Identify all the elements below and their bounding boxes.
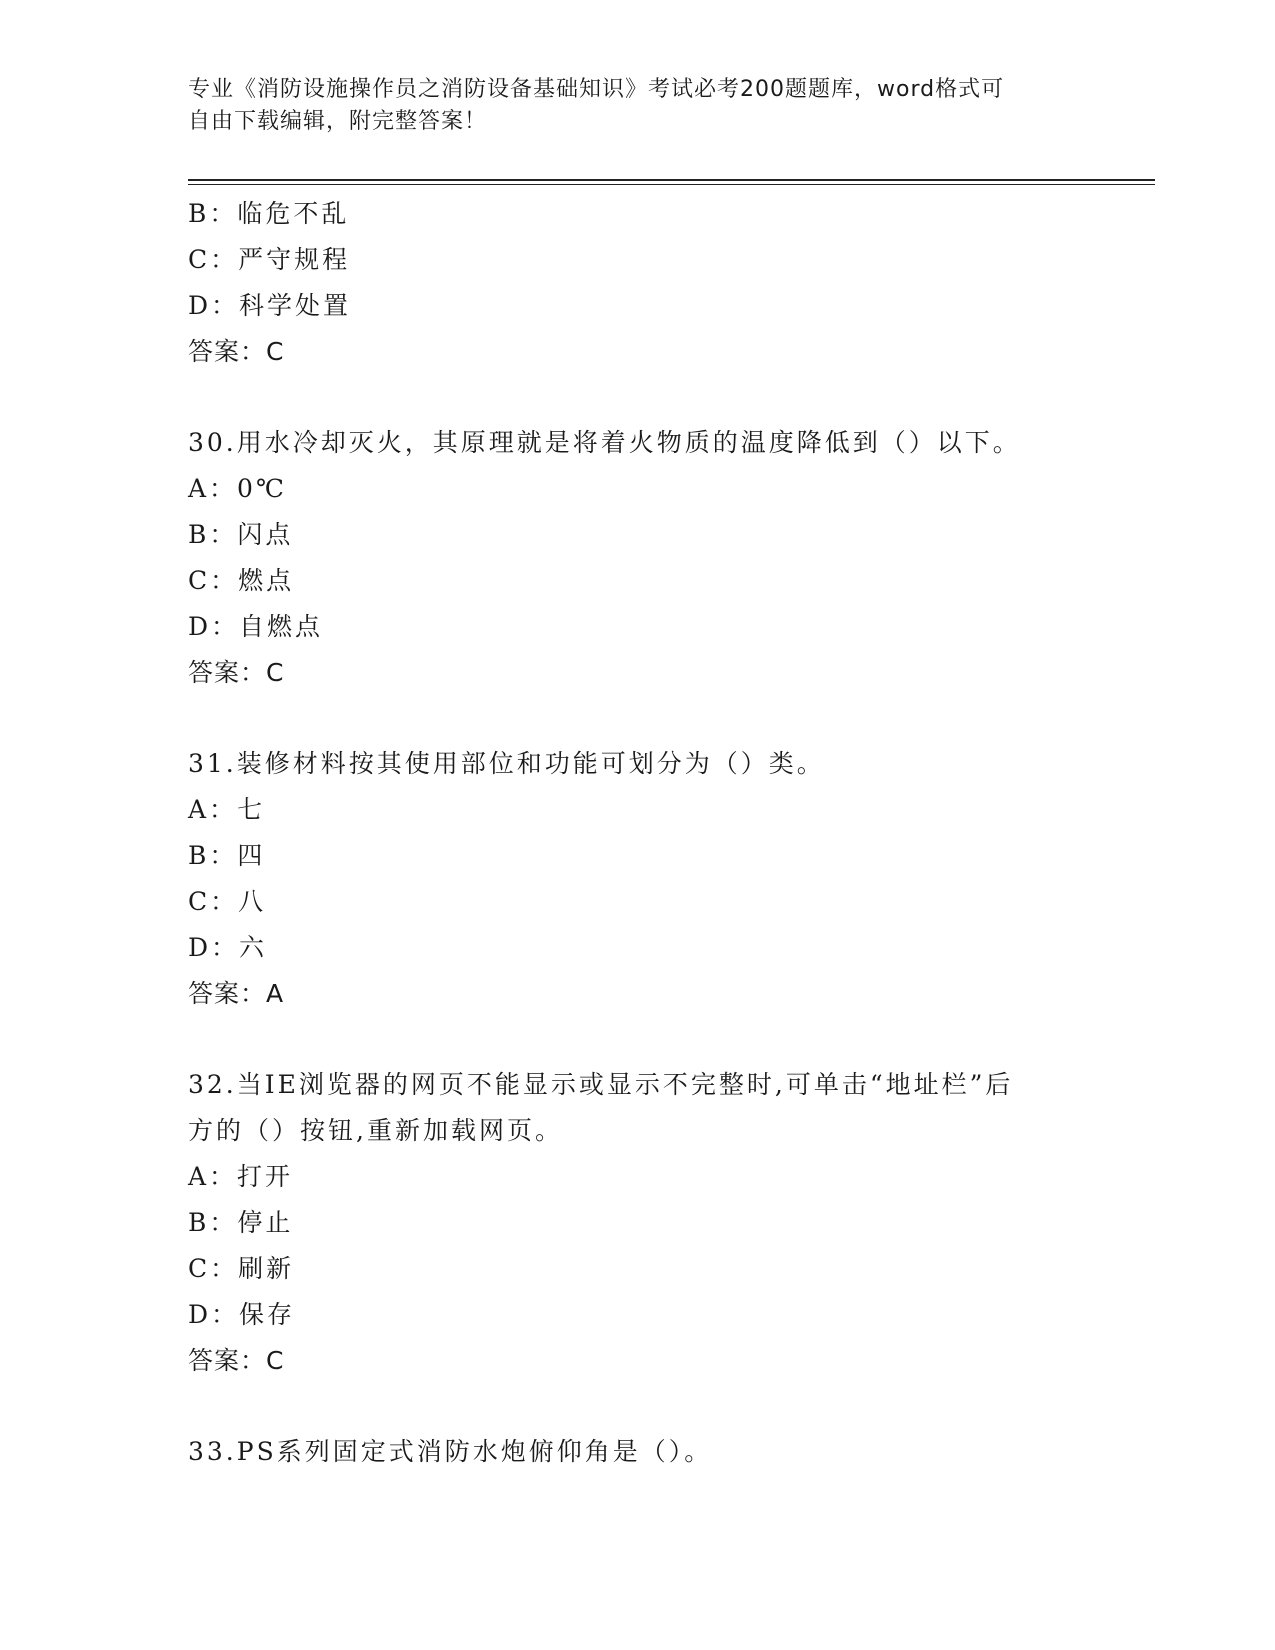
option-a: A：0℃ — [188, 474, 287, 503]
option-b: B：四 — [188, 841, 266, 870]
spacer — [188, 1017, 1088, 1062]
question-text: 30.用水冷却灭火，其原理就是将着火物质的温度降低到（）以下。 — [188, 428, 1021, 457]
question-31 — [188, 741, 1088, 1017]
option-a: A：打开 — [188, 1162, 294, 1191]
option-b: B：临危不乱 — [188, 199, 350, 228]
question-30 — [188, 420, 1088, 696]
option-d: D：科学处置 — [188, 291, 352, 320]
option-b: B：闪点 — [188, 520, 294, 549]
option-d: D：六 — [188, 933, 268, 962]
question-text: 31.装修材料按其使用部位和功能可划分为（）类。 — [188, 749, 825, 778]
header-title-line-2: 自由下载编辑，附完整答案！ — [188, 109, 488, 134]
option-d: D：保存 — [188, 1300, 296, 1329]
question-list — [188, 191, 1088, 1475]
option-a: A：七 — [188, 795, 266, 824]
spacer — [188, 375, 1088, 420]
question-33 — [188, 1429, 1088, 1475]
answer-label: 答案：C — [188, 1346, 285, 1375]
spacer — [188, 1384, 1088, 1429]
question-32 — [188, 1062, 1088, 1384]
option-c: C：燃点 — [188, 566, 295, 595]
question-text-line-2: 方的（）按钮,重新加载网页。 — [188, 1116, 563, 1145]
spacer — [188, 696, 1088, 741]
question-29-continuation — [188, 191, 1088, 375]
header-divider-thin — [188, 184, 1155, 185]
question-text: 33.PS系列固定式消防水炮俯仰角是（）。 — [188, 1437, 713, 1466]
document-header — [188, 74, 1068, 138]
answer-label: 答案：C — [188, 658, 285, 687]
answer-label: 答案：A — [188, 979, 285, 1008]
header-divider — [188, 179, 1155, 181]
option-c: C：刷新 — [188, 1254, 295, 1283]
question-text-line-1: 32.当IE浏览器的网页不能显示或显示不完整时,可单击“地址栏”后 — [188, 1070, 1014, 1099]
answer-label: 答案：C — [188, 337, 285, 366]
option-c: C：八 — [188, 887, 267, 916]
header-title-line-1: 专业《消防设施操作员之消防设备基础知识》考试必考200题题库，word格式可 — [188, 77, 1005, 102]
option-c: C：严守规程 — [188, 245, 351, 274]
option-b: B：停止 — [188, 1208, 294, 1237]
option-d: D：自燃点 — [188, 612, 324, 641]
